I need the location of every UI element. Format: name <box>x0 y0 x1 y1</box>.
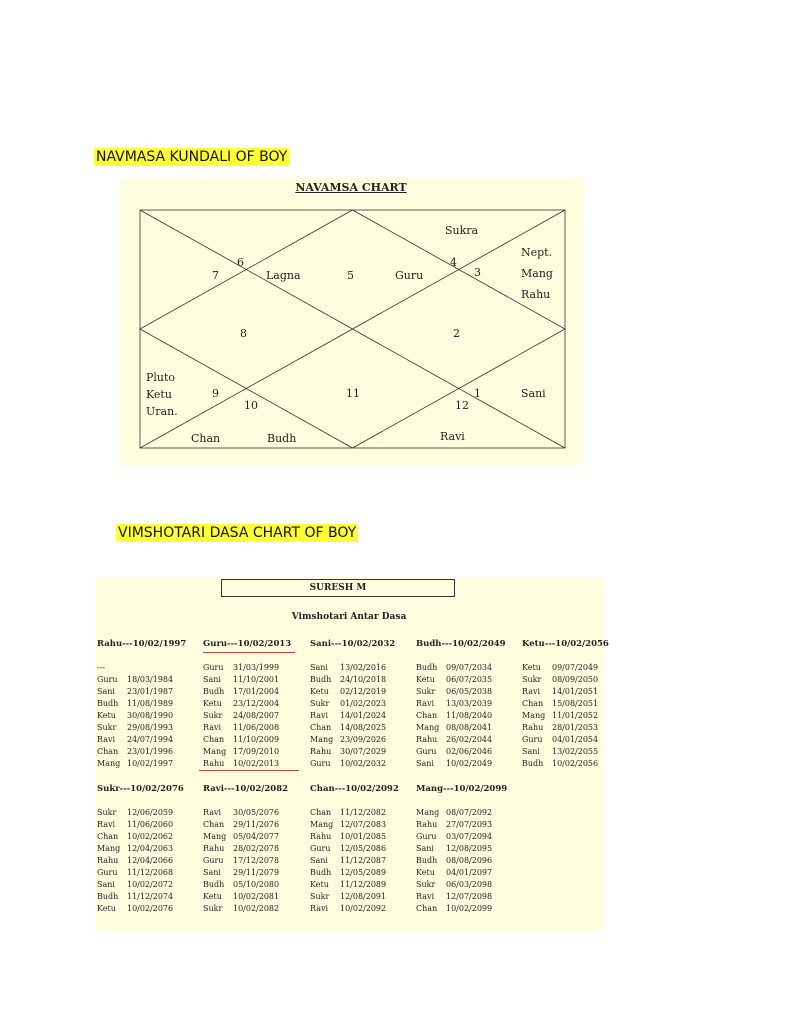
dasa-date: 10/02/1997 <box>127 759 174 768</box>
dasa-date: 09/07/2049 <box>552 663 599 672</box>
dasa-row <box>310 879 414 891</box>
dasa-row <box>97 843 201 855</box>
dasa-row <box>416 831 520 843</box>
dasa-planet: Chan <box>522 699 544 708</box>
dasa-date: 06/03/2098 <box>446 880 493 889</box>
dasa-planet: Rahu <box>203 844 225 853</box>
dasa-planet: Chan <box>416 904 438 913</box>
dasa-date: 04/01/2097 <box>446 868 493 877</box>
dasa-date: 31/03/1999 <box>233 663 280 672</box>
dasa-row <box>310 807 414 819</box>
dasa-date: 10/02/2049 <box>446 759 493 768</box>
dasa-row <box>310 746 414 758</box>
dasa-date: 29/11/2079 <box>233 868 280 877</box>
dasa-block-header: Sukr---10/02/2076 <box>97 784 184 794</box>
dasa-planet: Rahu <box>522 723 544 732</box>
dasa-date: 11/12/2082 <box>340 808 387 817</box>
dasa-planet: Ravi <box>203 808 222 817</box>
dasa-row <box>416 662 520 674</box>
dasa-row <box>310 867 414 879</box>
dasa-planet: Guru <box>310 759 331 768</box>
dasa-planet: Sukr <box>310 699 330 708</box>
dasa-date: 08/09/2050 <box>552 675 599 684</box>
dasa-planet: Guru <box>416 832 437 841</box>
dasa-date: 04/01/2054 <box>552 735 599 744</box>
dasa-date: 03/07/2094 <box>446 832 493 841</box>
dasa-planet: Guru <box>97 675 118 684</box>
dasa-row <box>310 698 414 710</box>
dasa-planet: Ketu <box>97 904 116 913</box>
dasa-planet: Sukr <box>310 892 330 901</box>
navamsa-heading: NAVMASA KUNDALI OF BOY <box>96 149 288 165</box>
dasa-date: 24/07/1994 <box>127 735 174 744</box>
dasa-date: 10/02/2032 <box>340 759 387 768</box>
dasa-block <box>203 783 307 915</box>
dasa-date: 29/11/2076 <box>233 820 280 829</box>
dasa-planet: Chan <box>203 820 225 829</box>
dasa-date: 10/02/2081 <box>233 892 280 901</box>
dasa-row <box>416 758 520 770</box>
dasa-planet: Sukr <box>97 808 117 817</box>
dasa-planet: Ketu <box>310 687 329 696</box>
dasa-date: 12/06/2059 <box>127 808 174 817</box>
dasa-planet: Chan <box>97 747 119 756</box>
dasa-planet: Chan <box>310 808 332 817</box>
dasa-subtitle: Vimshotari Antar Dasa <box>291 612 407 622</box>
dasa-row <box>203 843 307 855</box>
dasa-planet: Sukr <box>522 675 542 684</box>
dasa-planet: Budh <box>97 699 119 708</box>
dasa-planet: Mang <box>416 808 440 817</box>
dasa-row <box>522 686 626 698</box>
dasa-planet: Budh <box>203 687 225 696</box>
dasa-planet: Ravi <box>310 711 329 720</box>
dasa-planet: Ravi <box>97 820 116 829</box>
dasa-planet: Rahu <box>416 735 438 744</box>
house-number-9: 9 <box>212 387 219 400</box>
dasa-planet: Sani <box>416 759 434 768</box>
dasa-date: 10/01/2085 <box>340 832 387 841</box>
native-name-box: SURESH M <box>221 579 455 597</box>
dasa-date: 23/12/2004 <box>233 699 280 708</box>
dasa-date: 12/05/2089 <box>340 868 387 877</box>
dasa-planet: Ketu <box>203 892 222 901</box>
dasa-date: 12/07/2098 <box>446 892 493 901</box>
planet-ketu: Ketu <box>146 388 172 401</box>
dasa-date: 10/02/2072 <box>127 880 174 889</box>
dasa-row <box>97 891 201 903</box>
dasa-row <box>203 807 307 819</box>
dasa-row <box>416 807 520 819</box>
dasa-planet: Sani <box>310 663 328 672</box>
dasa-planet: Budh <box>203 880 225 889</box>
dasa-date: 28/01/2053 <box>552 723 599 732</box>
dasa-planet: Sukr <box>97 723 117 732</box>
dasa-block <box>416 638 520 770</box>
dasa-date: 11/01/2052 <box>552 711 599 720</box>
house-number-3: 3 <box>474 266 481 279</box>
dasa-row <box>522 698 626 710</box>
dasa-date: 08/07/2092 <box>446 808 493 817</box>
dasa-planet: Ravi <box>416 699 435 708</box>
navamsa-chart-diagram <box>119 178 583 466</box>
dasa-date: 02/06/2046 <box>446 747 493 756</box>
house-number-5: 5 <box>347 269 354 282</box>
planet-pluto: Pluto <box>146 371 176 384</box>
dasa-row <box>310 831 414 843</box>
planet-mang: Mang <box>521 267 553 280</box>
dasa-row <box>203 891 307 903</box>
dasa-row <box>97 879 201 891</box>
dasa-planet: Guru <box>310 844 331 853</box>
dasa-row <box>310 722 414 734</box>
dasa-planet: Sani <box>203 675 221 684</box>
dasa-row <box>203 746 307 758</box>
dasa-date: 12/08/2091 <box>340 892 387 901</box>
planet-sukra: Sukra <box>445 224 479 237</box>
planet-budh: Budh <box>267 432 297 445</box>
dasa-date: 10/02/2056 <box>552 759 599 768</box>
dasa-row <box>203 903 307 915</box>
dasa-planet: Ketu <box>203 699 222 708</box>
dasa-row <box>97 698 201 710</box>
dasa-block <box>97 783 201 915</box>
dasa-date: 08/08/2096 <box>446 856 493 865</box>
dasa-planet: Ketu <box>97 711 116 720</box>
planet-chan: Chan <box>191 432 221 445</box>
dasa-date: 13/02/2055 <box>552 747 599 756</box>
dasa-row <box>310 891 414 903</box>
dasa-row <box>203 831 307 843</box>
dasa-date: 23/09/2026 <box>340 735 387 744</box>
dasa-date: 05/10/2080 <box>233 880 280 889</box>
dasa-date: 17/09/2010 <box>233 747 280 756</box>
dasa-block <box>522 638 626 770</box>
dasa-planet: Ketu <box>416 868 435 877</box>
dasa-planet: Ketu <box>310 880 329 889</box>
dasa-planet: Mang <box>416 723 440 732</box>
dasa-planet: Rahu <box>97 856 119 865</box>
dasa-planet: Guru <box>97 868 118 877</box>
dasa-planet: Guru <box>522 735 543 744</box>
dasa-row <box>310 734 414 746</box>
dasa-block-header: Ravi---10/02/2082 <box>203 784 289 794</box>
dasa-planet: Ravi <box>522 687 541 696</box>
dasa-row <box>97 746 201 758</box>
dasa-planet: Sani <box>522 747 540 756</box>
dasa-planet: Sani <box>203 868 221 877</box>
dasa-planet: Sani <box>416 844 434 853</box>
planet-ravi: Ravi <box>440 430 465 443</box>
dasa-planet: Rahu <box>310 747 332 756</box>
dasa-row <box>416 674 520 686</box>
dasa-row <box>97 722 201 734</box>
dasa-block <box>416 783 520 915</box>
dasa-planet: Mang <box>97 759 121 768</box>
dasa-planet: Guru <box>203 856 224 865</box>
dasa-date: 11/12/2074 <box>127 892 174 901</box>
dasa-planet: Guru <box>203 663 224 672</box>
dasa-date: 23/01/1996 <box>127 747 174 756</box>
dasa-planet: Sukr <box>203 711 223 720</box>
dasa-planet: Ketu <box>416 675 435 684</box>
dasa-planet: Budh <box>416 663 438 672</box>
dasa-planet: Rahu <box>416 820 438 829</box>
dasa-date: 10/02/2013 <box>233 759 280 768</box>
dasa-block <box>310 638 414 770</box>
dasa-planet: Sukr <box>416 880 436 889</box>
dasa-planet: Mang <box>97 844 121 853</box>
dasa-row <box>310 674 414 686</box>
dasa-row <box>310 819 414 831</box>
dasa-date: 13/03/2039 <box>446 699 493 708</box>
dasa-date: 11/06/2008 <box>233 723 280 732</box>
dasa-row <box>203 758 307 770</box>
rahu-row-underline <box>199 770 299 771</box>
dasa-row <box>203 819 307 831</box>
dasa-row <box>97 903 201 915</box>
dasa-date: 09/07/2034 <box>446 663 493 672</box>
house-number-2: 2 <box>453 327 460 340</box>
dasa-block-header: Guru---10/02/2013 <box>203 639 292 649</box>
dasa-row <box>97 734 201 746</box>
dasa-date: 10/02/2062 <box>127 832 174 841</box>
dasa-row <box>416 686 520 698</box>
dasa-row <box>97 674 201 686</box>
dasa-row <box>203 710 307 722</box>
dasa-planet: Mang <box>310 735 334 744</box>
dasa-date: 05/04/2077 <box>233 832 280 841</box>
dasa-block-header: Sani---10/02/2032 <box>310 639 396 649</box>
dasa-row <box>97 807 201 819</box>
dasa-planet: Chan <box>203 735 225 744</box>
dasa-row <box>310 662 414 674</box>
dasa-planet: Sukr <box>203 904 223 913</box>
dasa-date: 23/01/1987 <box>127 687 174 696</box>
navamsa-chart-panel <box>119 178 583 466</box>
dasa-row <box>416 903 520 915</box>
planet-guru: Guru <box>395 269 424 282</box>
dasa-block <box>97 638 201 770</box>
dasa-date: 11/06/2060 <box>127 820 174 829</box>
dasa-date: 17/12/2078 <box>233 856 280 865</box>
dasa-planet: Mang <box>203 747 227 756</box>
dasa-date: 12/08/2095 <box>446 844 493 853</box>
dasa-planet: --- <box>97 663 106 672</box>
dasa-row <box>522 734 626 746</box>
dasa-row <box>416 879 520 891</box>
dasa-date: 27/07/2093 <box>446 820 493 829</box>
dasa-row <box>203 722 307 734</box>
dasa-row <box>203 734 307 746</box>
dasa-row <box>203 855 307 867</box>
dasa-planet: Chan <box>310 723 332 732</box>
dasa-row <box>97 819 201 831</box>
dasa-row <box>97 662 201 674</box>
dasa-date: 15/08/2051 <box>552 699 599 708</box>
dasa-row <box>203 674 307 686</box>
guru-header-underline <box>203 652 295 653</box>
dasa-block-header: Chan---10/02/2092 <box>310 784 399 794</box>
dasa-date: 18/03/1984 <box>127 675 174 684</box>
dasa-block <box>310 783 414 915</box>
dasa-row <box>310 843 414 855</box>
dasa-date: 06/07/2035 <box>446 675 493 684</box>
house-number-11: 11 <box>346 387 360 400</box>
dasa-block-header: Ketu---10/02/2056 <box>522 639 609 649</box>
dasa-planet: Budh <box>416 856 438 865</box>
dasa-date: 24/08/2007 <box>233 711 280 720</box>
dasa-date: 14/01/2024 <box>340 711 387 720</box>
dasa-date: 12/04/2063 <box>127 844 174 853</box>
dasa-date: 08/08/2041 <box>446 723 493 732</box>
dasa-date: 30/07/2029 <box>340 747 387 756</box>
dasa-planet: Budh <box>97 892 119 901</box>
dasa-date: 17/01/2004 <box>233 687 280 696</box>
dasa-row <box>97 855 201 867</box>
navamsa-chart-title: NAVAMSA CHART <box>295 181 407 194</box>
dasa-row <box>416 734 520 746</box>
dasa-date: 12/07/2083 <box>340 820 387 829</box>
vimshotari-heading: VIMSHOTARI DASA CHART OF BOY <box>118 525 357 541</box>
dasa-row <box>522 674 626 686</box>
dasa-planet: Sani <box>97 880 115 889</box>
dasa-date: 28/02/2078 <box>233 844 280 853</box>
dasa-row <box>310 686 414 698</box>
dasa-date: 11/08/1989 <box>127 699 174 708</box>
dasa-date: 06/05/2038 <box>446 687 493 696</box>
dasa-date: 10/02/2082 <box>233 904 280 913</box>
dasa-row <box>97 867 201 879</box>
planet-lagna: Lagna <box>266 269 301 282</box>
dasa-block <box>203 638 307 770</box>
dasa-row <box>203 662 307 674</box>
dasa-planet: Chan <box>97 832 119 841</box>
dasa-date: 26/02/2044 <box>446 735 493 744</box>
dasa-row <box>310 710 414 722</box>
dasa-planet: Ravi <box>97 735 116 744</box>
dasa-planet: Sani <box>97 687 115 696</box>
dasa-date: 12/05/2086 <box>340 844 387 853</box>
planet-rahu: Rahu <box>521 288 551 301</box>
dasa-date: 29/08/1993 <box>127 723 174 732</box>
dasa-date: 10/02/2099 <box>446 904 493 913</box>
dasa-date: 13/02/2016 <box>340 663 387 672</box>
dasa-row <box>203 867 307 879</box>
dasa-row <box>522 662 626 674</box>
dasa-date: 01/02/2023 <box>340 699 387 708</box>
dasa-row <box>416 867 520 879</box>
dasa-planet: Ravi <box>310 904 329 913</box>
dasa-planet: Ravi <box>203 723 222 732</box>
dasa-date: 24/10/2018 <box>340 675 387 684</box>
dasa-planet: Guru <box>416 747 437 756</box>
planet-nept: Nept. <box>521 246 553 259</box>
planet-uran: Uran. <box>146 405 178 418</box>
dasa-planet: Chan <box>416 711 438 720</box>
dasa-planet: Mang <box>522 711 546 720</box>
dasa-date: 30/05/2076 <box>233 808 280 817</box>
house-number-10: 10 <box>244 399 258 412</box>
dasa-row <box>310 758 414 770</box>
dasa-row <box>203 879 307 891</box>
house-number-4: 4 <box>450 256 457 269</box>
dasa-planet: Sani <box>310 856 328 865</box>
dasa-chart-panel <box>95 577 609 931</box>
planet-sani: Sani <box>521 387 546 400</box>
house-number-8: 8 <box>240 327 247 340</box>
dasa-planet: Budh <box>310 868 332 877</box>
dasa-date: 11/10/2009 <box>233 735 280 744</box>
dasa-block-header: Mang---10/02/2099 <box>416 784 508 794</box>
dasa-row <box>416 710 520 722</box>
dasa-date: 11/10/2001 <box>233 675 280 684</box>
dasa-date: 11/12/2089 <box>340 880 387 889</box>
dasa-planet: Rahu <box>310 832 332 841</box>
dasa-row <box>416 891 520 903</box>
dasa-row <box>522 746 626 758</box>
dasa-row <box>522 710 626 722</box>
dasa-row <box>97 710 201 722</box>
house-number-6: 6 <box>237 256 244 269</box>
dasa-planet: Budh <box>522 759 544 768</box>
dasa-block-header: Budh---10/02/2049 <box>416 639 506 649</box>
dasa-date: 10/02/2076 <box>127 904 174 913</box>
dasa-date: 11/12/2087 <box>340 856 387 865</box>
dasa-row <box>203 698 307 710</box>
dasa-row <box>416 698 520 710</box>
dasa-row <box>522 722 626 734</box>
house-number-1: 1 <box>474 387 481 400</box>
dasa-row <box>203 686 307 698</box>
dasa-row <box>416 722 520 734</box>
dasa-row <box>310 855 414 867</box>
dasa-row <box>416 855 520 867</box>
dasa-date: 12/04/2066 <box>127 856 174 865</box>
dasa-row <box>97 831 201 843</box>
dasa-row <box>522 758 626 770</box>
dasa-planet: Ravi <box>416 892 435 901</box>
dasa-planet: Mang <box>203 832 227 841</box>
dasa-date: 14/01/2051 <box>552 687 599 696</box>
dasa-planet: Budh <box>310 675 332 684</box>
dasa-planet: Rahu <box>203 759 225 768</box>
dasa-date: 02/12/2019 <box>340 687 387 696</box>
dasa-planet: Ketu <box>522 663 541 672</box>
dasa-row <box>416 819 520 831</box>
dasa-row <box>97 686 201 698</box>
dasa-date: 14/08/2025 <box>340 723 387 732</box>
dasa-row <box>310 903 414 915</box>
dasa-block-header: Rahu---10/02/1997 <box>97 639 187 649</box>
dasa-row <box>97 758 201 770</box>
dasa-row <box>416 843 520 855</box>
dasa-date: 11/12/2068 <box>127 868 174 877</box>
house-number-7: 7 <box>212 269 219 282</box>
dasa-planet: Mang <box>310 820 334 829</box>
house-number-12: 12 <box>455 399 469 412</box>
dasa-date: 11/08/2040 <box>446 711 493 720</box>
dasa-date: 30/08/1990 <box>127 711 174 720</box>
dasa-planet: Sukr <box>416 687 436 696</box>
dasa-row <box>416 746 520 758</box>
dasa-date: 10/02/2092 <box>340 904 387 913</box>
